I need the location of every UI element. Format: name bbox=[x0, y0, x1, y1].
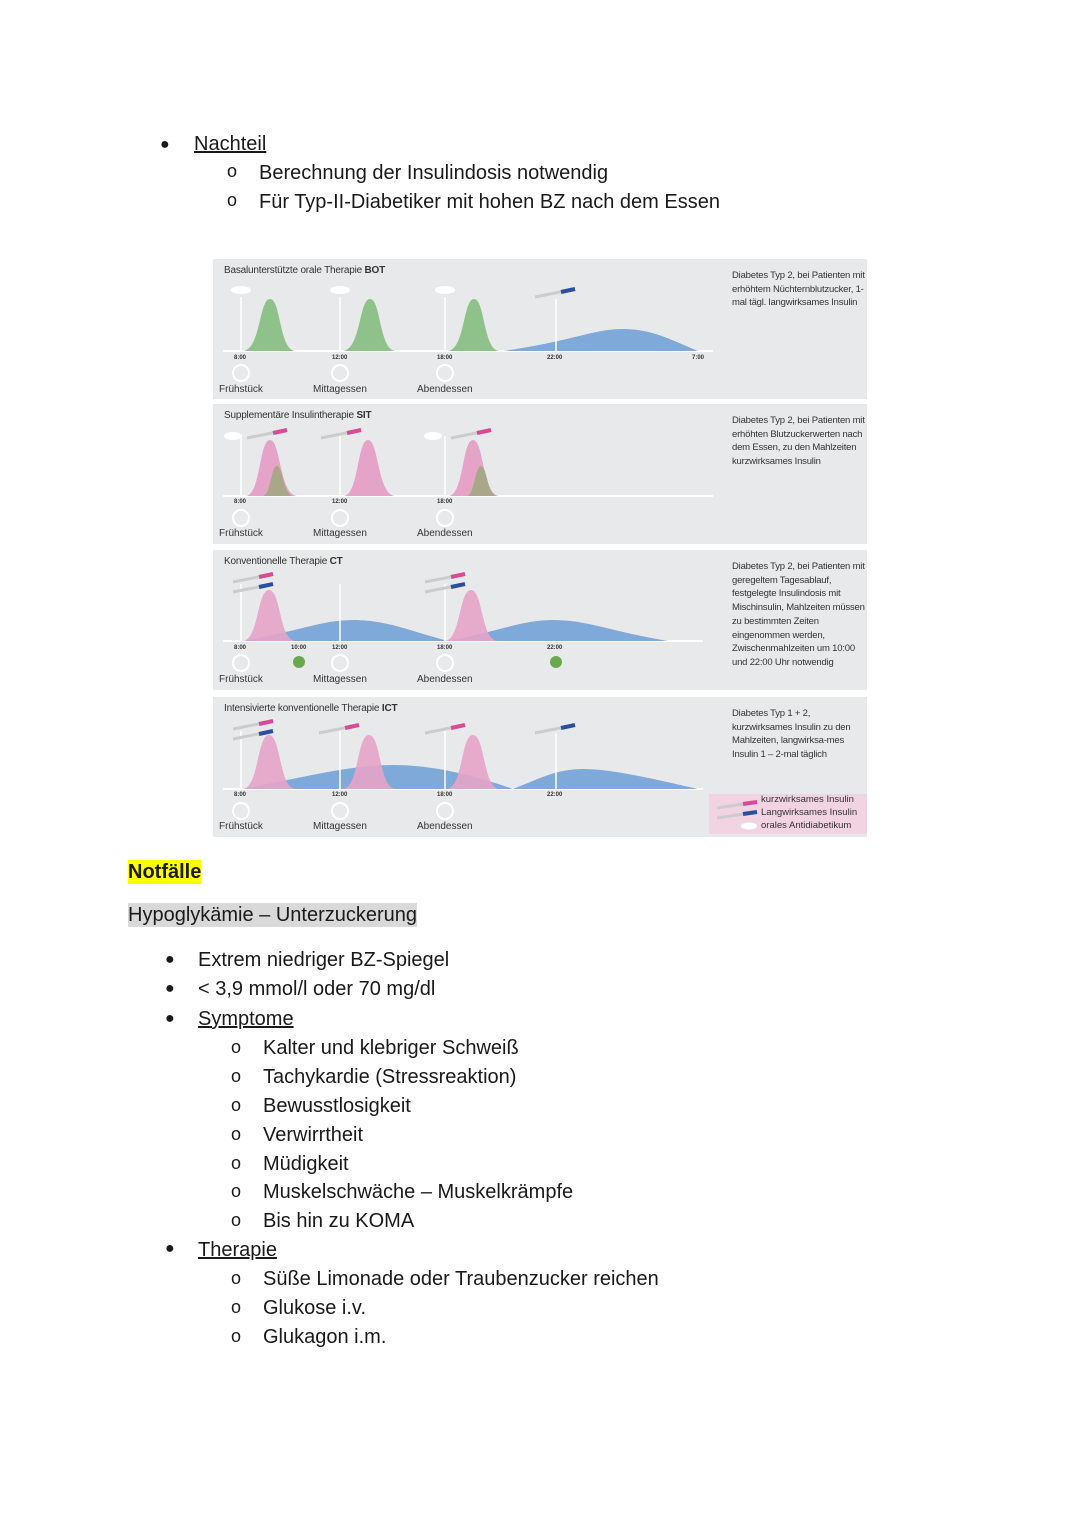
therapie-label: Therapie bbox=[198, 1239, 277, 1261]
plate-icon bbox=[332, 655, 348, 671]
legend-icons bbox=[713, 796, 761, 832]
pill-icon bbox=[231, 286, 251, 294]
pill-icon bbox=[330, 286, 350, 294]
symptom-item: Kalter und klebriger Schweiß bbox=[263, 1037, 519, 1059]
sub-bullet: o bbox=[231, 1095, 242, 1115]
symptom-item: Bis hin zu KOMA bbox=[263, 1210, 415, 1232]
sub-bullet: o bbox=[231, 1066, 242, 1086]
therapie-item: Süße Limonade oder Traubenzucker reichen bbox=[263, 1268, 659, 1290]
time-label: 7:00 bbox=[692, 355, 705, 361]
symptome-label: Symptome bbox=[198, 1008, 294, 1030]
plate-icon bbox=[437, 803, 453, 819]
time-label: 8:00 bbox=[234, 499, 247, 505]
plate-icon bbox=[233, 510, 249, 526]
apple-icon bbox=[550, 656, 562, 668]
hypo-point: < 3,9 mmol/l oder 70 mg/dl bbox=[198, 978, 436, 1000]
therapie-item: Glukose i.v. bbox=[263, 1297, 366, 1319]
plate-icon bbox=[332, 365, 348, 381]
plate-icon bbox=[233, 655, 249, 671]
plate-icon bbox=[332, 803, 348, 819]
sub-bullet: o bbox=[231, 1210, 242, 1230]
panel-description: Diabetes Typ 1 + 2, kurzwirksames Insulin zu den Mahlzeiten, langwirksa-mes Insulin 1 – 2-mal täglich bbox=[732, 708, 851, 761]
sub-bullet: o bbox=[231, 1297, 242, 1317]
sub-bullet: o bbox=[231, 1037, 242, 1057]
panel-description: Diabetes Typ 2, bei Patienten mit erhöhten Blutzuckerwerten nach dem Essen, zu den Mahlzeiten kurzwirksames Insulin bbox=[732, 415, 865, 468]
sub-bullet: o bbox=[227, 190, 238, 210]
meal-label: Abendessen bbox=[417, 384, 473, 395]
nachteil-item: Für Typ-II-Diabetiker mit hohen BZ nach dem Essen bbox=[259, 191, 720, 213]
bullet-dot: ● bbox=[165, 980, 175, 997]
time-label: 18:00 bbox=[437, 792, 453, 798]
ct-graph bbox=[213, 550, 713, 690]
sub-bullet: o bbox=[231, 1326, 242, 1346]
sub-bullet: o bbox=[231, 1268, 242, 1288]
legend-item: orales Antidiabetikum bbox=[761, 820, 852, 831]
meal-label: Frühstück bbox=[219, 384, 263, 395]
figure-legend bbox=[709, 794, 867, 834]
panel-title: Basalunterstützte orale Therapie BOT bbox=[224, 265, 386, 276]
ict-graph bbox=[213, 697, 713, 837]
panel-description: Diabetes Typ 2, bei Patienten mit erhöhtem Nüchternblutzucker, 1-mal tägl. langwirksames Insulin bbox=[732, 270, 865, 309]
meal-label: Abendessen bbox=[417, 674, 473, 685]
bullet-dot: ● bbox=[160, 136, 170, 153]
time-label: 22:00 bbox=[547, 792, 563, 798]
bullet-dot: ● bbox=[165, 1240, 175, 1257]
time-label: 22:00 bbox=[547, 645, 563, 651]
meal-label: Frühstück bbox=[219, 528, 263, 539]
meal-label: Mittagessen bbox=[313, 528, 367, 539]
plate-icon bbox=[233, 365, 249, 381]
sub-bullet: o bbox=[227, 161, 238, 181]
pill-icon bbox=[424, 432, 442, 440]
plate-icon bbox=[233, 803, 249, 819]
panel-bot bbox=[213, 259, 867, 399]
meal-label: Mittagessen bbox=[313, 821, 367, 832]
hypo-heading: Hypoglykämie – Unterzuckerung bbox=[128, 904, 418, 926]
symptom-item: Muskelschwäche – Muskelkrämpfe bbox=[263, 1181, 574, 1203]
bot-graph bbox=[213, 259, 713, 399]
apple-icon bbox=[293, 656, 305, 668]
meal-label: Abendessen bbox=[417, 528, 473, 539]
plate-icon bbox=[437, 655, 453, 671]
panel-ct bbox=[213, 550, 867, 690]
time-label: 12:00 bbox=[332, 792, 348, 798]
time-label: 18:00 bbox=[437, 355, 453, 361]
bullet-dot: ● bbox=[165, 1010, 175, 1027]
panel-title: Intensivierte konventionelle Therapie ICT bbox=[224, 703, 398, 714]
panel-title: Supplementäre Insulintherapie SIT bbox=[224, 410, 372, 421]
nachteil-item: Berechnung der Insulindosis notwendig bbox=[259, 162, 609, 184]
meal-label: Frühstück bbox=[219, 821, 263, 832]
time-label: 22:00 bbox=[547, 355, 563, 361]
time-label: 10:00 bbox=[291, 645, 307, 651]
symptom-item: Verwirrtheit bbox=[263, 1124, 364, 1146]
sub-bullet: o bbox=[231, 1153, 242, 1173]
time-label: 8:00 bbox=[234, 355, 247, 361]
hypo-point: Extrem niedriger BZ-Spiegel bbox=[198, 949, 450, 971]
bullet-dot: ● bbox=[165, 951, 175, 968]
sit-graph bbox=[213, 404, 713, 544]
symptom-item: Müdigkeit bbox=[263, 1153, 349, 1175]
notfaelle-label: Notfälle bbox=[128, 861, 202, 883]
meal-label: Frühstück bbox=[219, 674, 263, 685]
symptom-item: Bewusstlosigkeit bbox=[263, 1095, 411, 1117]
panel-description: Diabetes Typ 2, bei Patienten mit geregeltem Tagesablauf, festgelegte Insulindosis mit Mischinsulin, Mahlzeiten müssen zu bestimmten Zeiten eingenommen werden, Zwischenmahlzeiten um 10:00 und 22:00 Uhr notwendig bbox=[732, 561, 865, 668]
legend-item: Langwirksames Insulin bbox=[761, 807, 858, 818]
legend-item: kurzwirksames Insulin bbox=[761, 794, 854, 805]
therapie-item: Glukagon i.m. bbox=[263, 1326, 387, 1348]
sub-bullet: o bbox=[231, 1124, 242, 1144]
meal-label: Mittagessen bbox=[313, 384, 367, 395]
panel-sit bbox=[213, 404, 867, 544]
time-label: 18:00 bbox=[437, 499, 453, 505]
time-label: 12:00 bbox=[332, 645, 348, 651]
meal-label: Abendessen bbox=[417, 821, 473, 832]
sub-bullet: o bbox=[231, 1181, 242, 1201]
time-label: 12:00 bbox=[332, 355, 348, 361]
nachteil-heading: Nachteil bbox=[194, 133, 267, 155]
panel-title: Konventionelle Therapie CT bbox=[224, 556, 343, 567]
pill-icon bbox=[435, 286, 455, 294]
symptom-item: Tachykardie (Stressreaktion) bbox=[263, 1066, 517, 1088]
meal-label: Mittagessen bbox=[313, 674, 367, 685]
pill-icon bbox=[224, 432, 242, 440]
time-label: 8:00 bbox=[234, 792, 247, 798]
time-label: 8:00 bbox=[234, 645, 247, 651]
time-label: 18:00 bbox=[437, 645, 453, 651]
time-label: 12:00 bbox=[332, 499, 348, 505]
plate-icon bbox=[437, 365, 453, 381]
plate-icon bbox=[437, 510, 453, 526]
plate-icon bbox=[332, 510, 348, 526]
